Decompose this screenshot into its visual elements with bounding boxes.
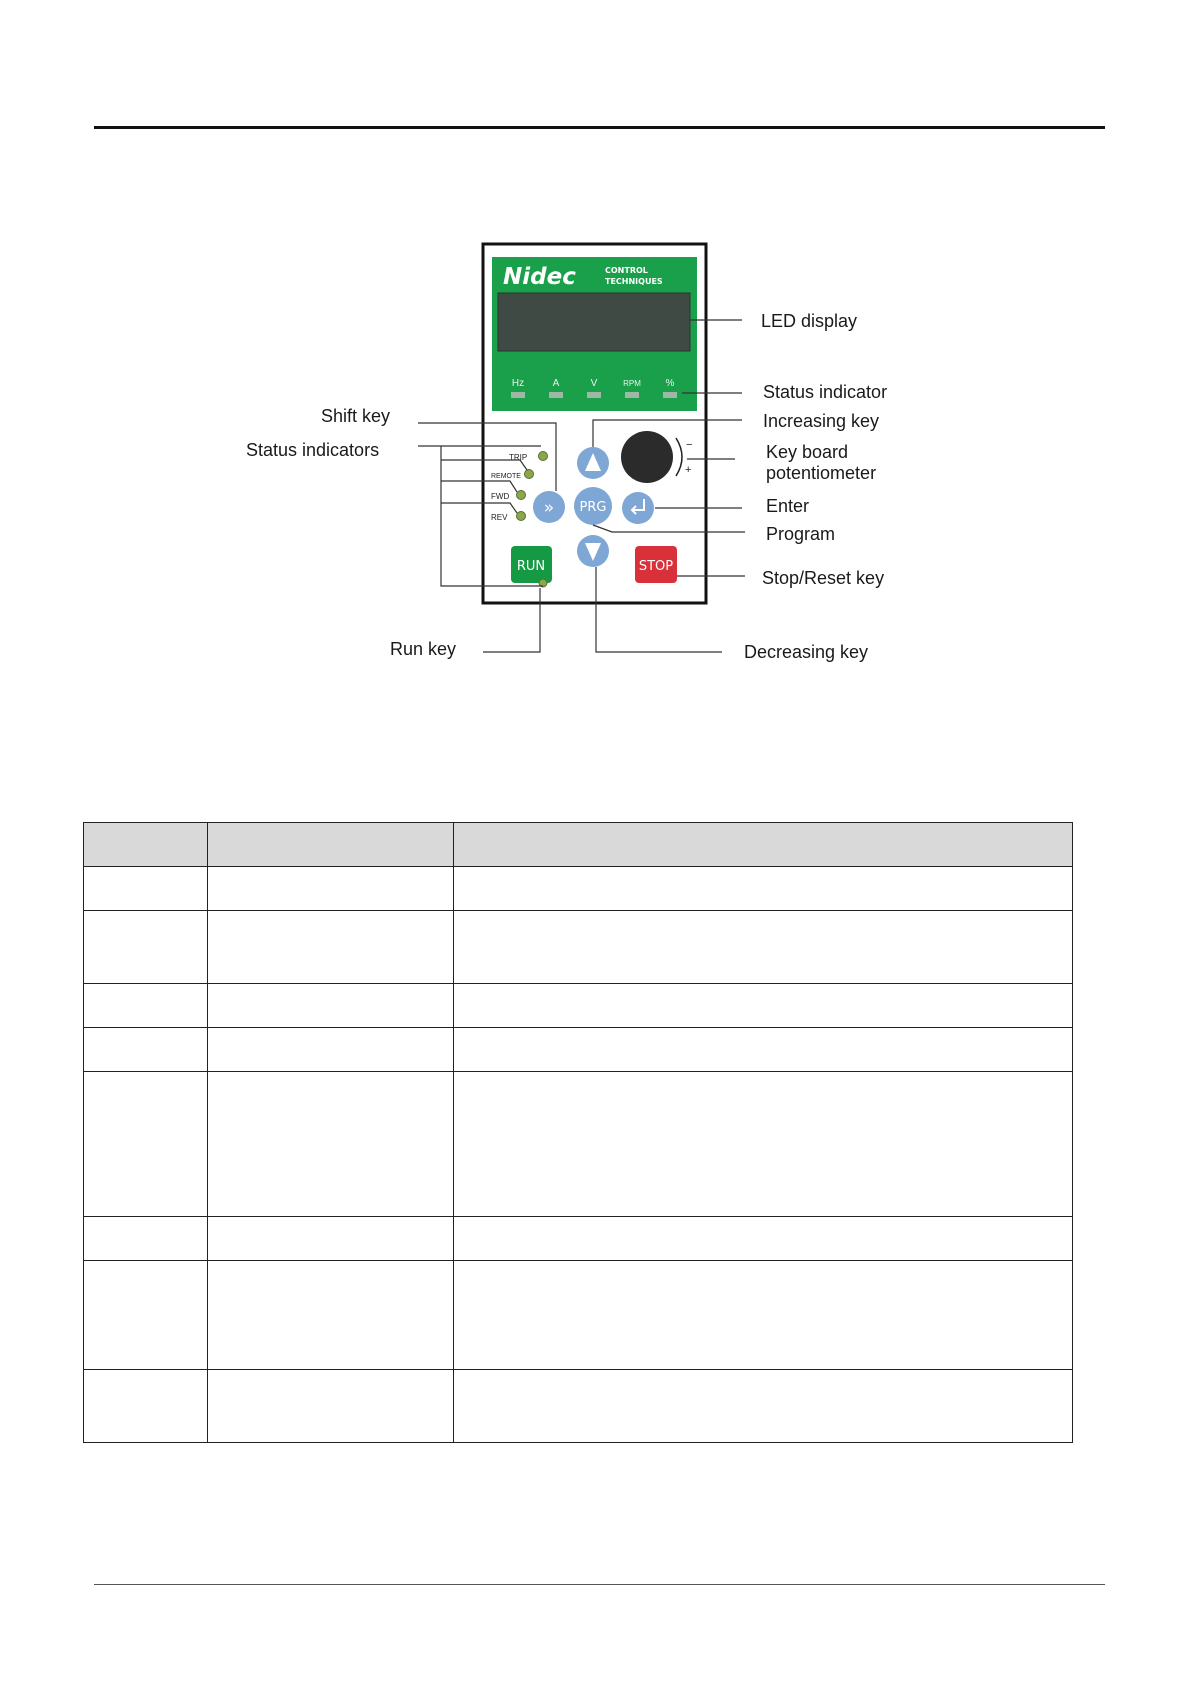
table-row: [84, 1217, 1073, 1261]
indicator-rev: REV: [491, 513, 508, 522]
unit-v: V: [590, 378, 598, 389]
pot-minus-icon: −: [686, 439, 693, 451]
label-program: Program: [766, 524, 836, 544]
label-stop-reset-key: Stop/Reset key: [762, 568, 885, 588]
indicator-fwd: FWD: [491, 492, 510, 501]
label-status-indicator: Status indicator: [763, 382, 888, 402]
label-shift-key: Shift key: [321, 406, 391, 426]
brand-logo: Nidec: [503, 264, 576, 290]
footer-rule: [94, 1584, 1105, 1585]
table-row: [84, 867, 1073, 911]
unit-led-hz: [511, 392, 525, 398]
led-remote: [525, 470, 534, 479]
label-potentiometer: potentiometer: [766, 463, 877, 483]
table-row: [84, 1370, 1073, 1443]
keypad-diagram: [0, 0, 1190, 700]
enter-key[interactable]: [622, 492, 654, 524]
table-row: [84, 1072, 1073, 1217]
table-row: [84, 1028, 1073, 1072]
indicator-remote: REMOTE: [491, 473, 521, 480]
led-display: [498, 293, 690, 351]
increasing-key[interactable]: [577, 447, 609, 479]
label-led-display: LED display: [761, 311, 858, 331]
unit-led-v: [587, 392, 601, 398]
decreasing-key[interactable]: [577, 535, 609, 567]
run-label: RUN: [516, 559, 546, 574]
led-trip: [539, 452, 548, 461]
stop-key[interactable]: [635, 546, 677, 583]
unit-a: A: [552, 378, 560, 389]
shift-icon: »: [543, 498, 555, 518]
prg-key[interactable]: [574, 487, 612, 525]
led-fwd: [517, 491, 526, 500]
run-key[interactable]: [511, 546, 552, 583]
unit-led-a: [549, 392, 563, 398]
led-rev: [517, 512, 526, 521]
unit-hz: Hz: [511, 378, 525, 389]
label-enter: Enter: [766, 496, 810, 516]
pot-plus-icon: +: [685, 464, 692, 476]
table-row: [84, 1261, 1073, 1370]
table-header-cell: [454, 823, 1073, 867]
table-row: [84, 911, 1073, 984]
shift-key[interactable]: [533, 491, 565, 523]
brand-sub-1: CONTROL: [605, 266, 648, 275]
label-status-indicators: Status indicators: [246, 440, 380, 460]
unit-led-rpm: [625, 392, 639, 398]
stop-label: STOP: [638, 559, 674, 574]
label-increasing-key: Increasing key: [763, 411, 880, 431]
label-key-board: Key board: [766, 442, 849, 462]
brand-sub-2: TECHNIQUES: [605, 277, 663, 286]
table-header-row: [84, 823, 1073, 867]
key-function-table: [83, 822, 1073, 1443]
indicator-trip: TRIP: [509, 453, 528, 462]
table-header-cell: [208, 823, 454, 867]
table-row: [84, 984, 1073, 1028]
unit-led-percent: [663, 392, 677, 398]
table-header-cell: [84, 823, 208, 867]
label-run-key: Run key: [390, 639, 457, 659]
label-decreasing-key: Decreasing key: [744, 642, 869, 662]
unit-rpm: RPM: [623, 379, 641, 388]
prg-label: PRG: [579, 500, 607, 515]
unit-percent: %: [665, 378, 675, 389]
potentiometer-knob[interactable]: [621, 431, 673, 483]
